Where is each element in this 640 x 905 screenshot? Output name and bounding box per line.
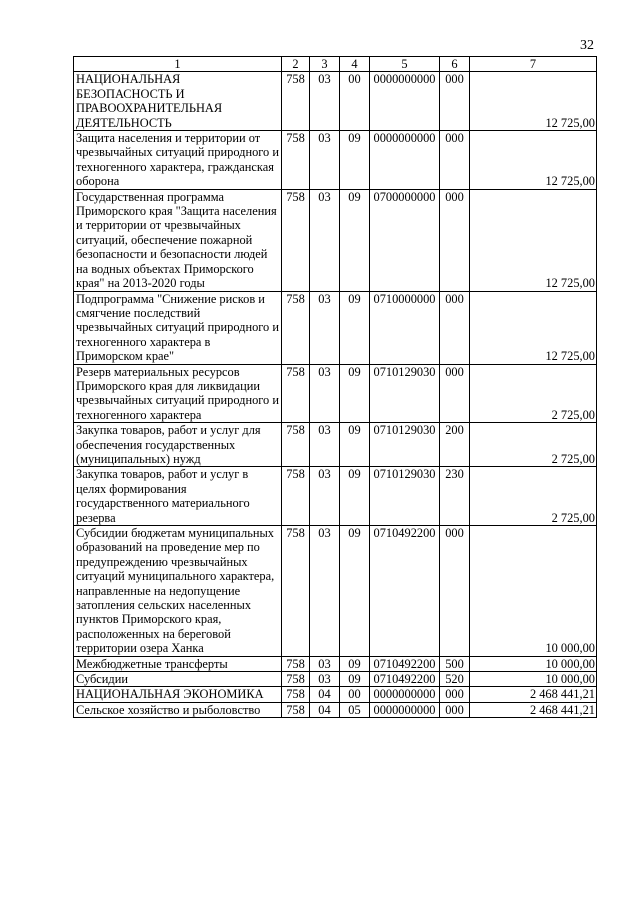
row-amount-cell: 2 725,00 — [470, 364, 597, 423]
row-expense-type-cell: 500 — [440, 656, 470, 671]
table-row — [74, 672, 597, 687]
budget-table — [73, 56, 597, 718]
row-expense-type-cell: 520 — [440, 672, 470, 687]
row-section-cell: 03 — [310, 467, 340, 526]
row-section-cell: 03 — [310, 423, 340, 467]
row-subsection-cell: 09 — [340, 526, 370, 657]
row-amount-cell: 12 725,00 — [470, 72, 597, 131]
row-expense-type-cell: 000 — [440, 72, 470, 131]
row-code-cell: 758 — [282, 687, 310, 702]
row-code-cell: 758 — [282, 702, 310, 717]
row-name-cell: НАЦИОНАЛЬНАЯ БЕЗОПАСНОСТЬ И ПРАВООХРАНИТЕЛЬНАЯ ДЕЯТЕЛЬНОСТЬ — [74, 72, 282, 131]
row-code-cell: 758 — [282, 291, 310, 364]
row-code-cell: 758 — [282, 672, 310, 687]
row-name-cell: Закупка товаров, работ и услуг для обеспечения государственных (муниципальных) нужд — [74, 423, 282, 467]
table-row — [74, 72, 597, 131]
table-row — [74, 423, 597, 467]
row-amount-cell: 2 725,00 — [470, 423, 597, 467]
row-subsection-cell: 09 — [340, 189, 370, 291]
row-target-article-cell: 0710492200 — [370, 656, 440, 671]
row-section-cell: 03 — [310, 672, 340, 687]
row-code-cell: 758 — [282, 526, 310, 657]
row-target-article-cell: 0710492200 — [370, 672, 440, 687]
row-amount-cell: 2 725,00 — [470, 467, 597, 526]
table-row — [74, 131, 597, 190]
row-name-cell: Межбюджетные трансферты — [74, 656, 282, 671]
row-amount-cell: 2 468 441,21 — [470, 687, 597, 702]
table-row — [74, 656, 597, 671]
row-target-article-cell: 0710129030 — [370, 364, 440, 423]
row-amount-cell: 12 725,00 — [470, 131, 597, 190]
row-amount-cell: 12 725,00 — [470, 291, 597, 364]
header-cell: 3 — [310, 57, 340, 72]
row-subsection-cell: 09 — [340, 423, 370, 467]
row-section-cell: 04 — [310, 687, 340, 702]
row-amount-cell: 12 725,00 — [470, 189, 597, 291]
row-subsection-cell: 09 — [340, 656, 370, 671]
table-row — [74, 189, 597, 291]
row-section-cell: 03 — [310, 291, 340, 364]
row-name-cell: Резерв материальных ресурсов Приморского края для ликвидации чрезвычайных ситуаций природного и техногенного характера — [74, 364, 282, 423]
row-expense-type-cell: 000 — [440, 526, 470, 657]
row-target-article-cell: 0000000000 — [370, 687, 440, 702]
row-target-article-cell: 0710129030 — [370, 423, 440, 467]
header-cell: 5 — [370, 57, 440, 72]
row-subsection-cell: 09 — [340, 364, 370, 423]
row-target-article-cell: 0000000000 — [370, 131, 440, 190]
row-amount-cell: 10 000,00 — [470, 656, 597, 671]
row-section-cell: 03 — [310, 364, 340, 423]
row-expense-type-cell: 000 — [440, 364, 470, 423]
row-name-cell: Государственная программа Приморского края "Защита населения и территории от чрезвычайных ситуаций, обеспечение пожарной безопасности и безопасности людей на водных объектах Приморского края" на 2013-2020 годы — [74, 189, 282, 291]
row-expense-type-cell: 000 — [440, 687, 470, 702]
row-section-cell: 03 — [310, 526, 340, 657]
header-cell: 7 — [470, 57, 597, 72]
row-code-cell: 758 — [282, 364, 310, 423]
table-row — [74, 364, 597, 423]
header-cell: 1 — [74, 57, 282, 72]
row-subsection-cell: 09 — [340, 672, 370, 687]
row-name-cell: Защита населения и территории от чрезвычайных ситуаций природного и техногенного характера, гражданская оборона — [74, 131, 282, 190]
table-header-row — [74, 57, 597, 72]
row-expense-type-cell: 000 — [440, 291, 470, 364]
row-name-cell: Подпрограмма "Снижение рисков и смягчение последствий чрезвычайных ситуаций природного и техногенного характера в Приморском крае" — [74, 291, 282, 364]
row-subsection-cell: 00 — [340, 72, 370, 131]
row-expense-type-cell: 200 — [440, 423, 470, 467]
row-target-article-cell: 0000000000 — [370, 72, 440, 131]
row-target-article-cell: 0000000000 — [370, 702, 440, 717]
row-target-article-cell: 0700000000 — [370, 189, 440, 291]
table-row — [74, 291, 597, 364]
row-target-article-cell: 0710000000 — [370, 291, 440, 364]
row-subsection-cell: 09 — [340, 467, 370, 526]
row-target-article-cell: 0710492200 — [370, 526, 440, 657]
row-section-cell: 03 — [310, 656, 340, 671]
row-expense-type-cell: 000 — [440, 702, 470, 717]
row-code-cell: 758 — [282, 189, 310, 291]
row-code-cell: 758 — [282, 423, 310, 467]
row-name-cell: Закупка товаров, работ и услуг в целях формирования государственного материального резерва — [74, 467, 282, 526]
header-cell: 2 — [282, 57, 310, 72]
page-number: 32 — [580, 38, 594, 53]
row-subsection-cell: 05 — [340, 702, 370, 717]
row-name-cell: Субсидии — [74, 672, 282, 687]
row-subsection-cell: 09 — [340, 291, 370, 364]
row-name-cell: Сельское хозяйство и рыболовство — [74, 702, 282, 717]
row-name-cell: Субсидии бюджетам муниципальных образований на проведение мер по предупреждению чрезвычайных ситуаций муниципального характера, направленные на недопущение затопления сельских населенных пунктов Приморского края, расположенных на береговой территории озера Ханка — [74, 526, 282, 657]
table-row — [74, 687, 597, 702]
row-expense-type-cell: 000 — [440, 131, 470, 190]
row-amount-cell: 2 468 441,21 — [470, 702, 597, 717]
table-row — [74, 526, 597, 657]
row-expense-type-cell: 230 — [440, 467, 470, 526]
header-cell: 4 — [340, 57, 370, 72]
row-section-cell: 04 — [310, 702, 340, 717]
row-code-cell: 758 — [282, 131, 310, 190]
table-row — [74, 467, 597, 526]
row-amount-cell: 10 000,00 — [470, 672, 597, 687]
row-code-cell: 758 — [282, 72, 310, 131]
row-target-article-cell: 0710129030 — [370, 467, 440, 526]
row-subsection-cell: 00 — [340, 687, 370, 702]
row-code-cell: 758 — [282, 467, 310, 526]
header-cell: 6 — [440, 57, 470, 72]
row-section-cell: 03 — [310, 131, 340, 190]
row-section-cell: 03 — [310, 72, 340, 131]
row-expense-type-cell: 000 — [440, 189, 470, 291]
row-code-cell: 758 — [282, 656, 310, 671]
table-row — [74, 702, 597, 717]
row-section-cell: 03 — [310, 189, 340, 291]
row-name-cell: НАЦИОНАЛЬНАЯ ЭКОНОМИКА — [74, 687, 282, 702]
row-subsection-cell: 09 — [340, 131, 370, 190]
row-amount-cell: 10 000,00 — [470, 526, 597, 657]
